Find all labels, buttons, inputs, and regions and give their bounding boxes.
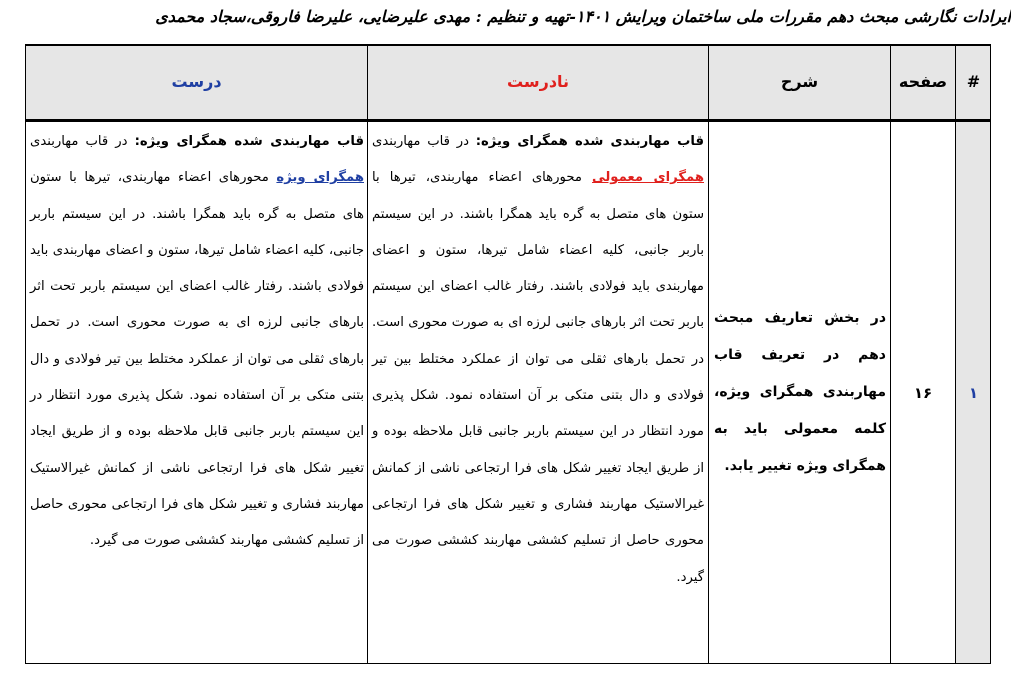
column-divider — [367, 44, 368, 663]
column-divider — [708, 44, 709, 663]
errata-table — [25, 44, 991, 664]
correct-lead: قاب مهاربندی شده همگرای ویژه: — [134, 134, 364, 149]
header-correct: درست — [171, 72, 222, 91]
cell-index: ۱ — [968, 383, 979, 402]
incorrect-before: در قاب مهاربندی — [372, 134, 469, 149]
correct-before: در قاب مهاربندی — [30, 134, 128, 149]
header-incorrect: نادرست — [506, 72, 570, 91]
description-text: در بخش تعاریف مبحث دهم در تعریف قاب مهاربندی همگرای ویژه، کلمه معمولی باید به همگرای ویژه تغییر یابد. — [714, 310, 886, 474]
incorrect-lead: قاب مهاربندی شده همگرای ویژه: — [475, 134, 704, 149]
header-description: شرح — [780, 72, 819, 91]
document-title: ایرادات نگارشی مبحث دهم مقررات ملی ساختمان ویرایش ۱۴۰۱-تهیه و تنظیم : مهدی علیرضایی، علیرضا فاروقی،سجاد محمدی — [155, 7, 1011, 26]
incorrect-after: محورهای اعضاء مهاربندی، تیرها با ستون های متصل به گره باید همگرا باشند. در این سیستم باربر جانبی، کلیه اعضاء شامل تیرها، ستون و اعضای مهاربندی باید فولادی باشند. رفتار غالب اعضای این سیستم باربر تحت اثر بارهای جانبی لرزه ای به صورت محوری است. در تحمل بارهای ثقلی می توان از عملکرد مختلط بین تیر فولادی و دال بتنی متکی بر آن استفاده نمود. شکل پذیری مورد انتظار در این سیستم باربر جانبی قابل ملاحظه بوده و از طریق ایجاد تغییر شکل های فرا ارتجاعی ناشی از کمانش غیرالاستیک مهاربند فشاری و تغییر شکل های فرا ارتجاعی محوری حاصل از تسلیم کششی مهاربند کششی صورت می گیرد. — [372, 170, 704, 585]
cell-incorrect-text — [372, 122, 704, 663]
header-index: # — [966, 72, 981, 91]
cell-page: ۱۶ — [913, 383, 933, 402]
cell-description — [714, 122, 886, 663]
header-page: صفحه — [898, 72, 948, 91]
incorrect-highlight: همگرای معمولی — [592, 170, 704, 186]
cell-correct-text — [30, 122, 364, 663]
correct-highlight: همگرای ویژه — [276, 170, 364, 186]
correct-after: محورهای اعضاء مهاربندی، تیرها با ستون های متصل به گره باید همگرا باشند. در این سیستم باربر جانبی، کلیه اعضاء شامل تیرها، ستون و اعضای مهاربندی باید فولادی باشند. رفتار غالب اعضای این سیستم باربر تحت اثر بارهای جانبی لرزه ای به صورت محوری است. در تحمل بارهای ثقلی می توان از عملکرد مختلط بین تیر فولادی و دال بتنی متکی بر آن استفاده نمود. شکل پذیری مورد انتظار در این سیستم باربر جانبی قابل ملاحظه بوده و از طریق ایجاد تغییر شکل های فرا ارتجاعی ناشی از کمانش غیرالاستیک مهاربند فشاری و تغییر شکل های فرا ارتجاعی محوری حاصل از تسلیم کششی مهاربند کششی صورت می گیرد. — [30, 170, 364, 549]
